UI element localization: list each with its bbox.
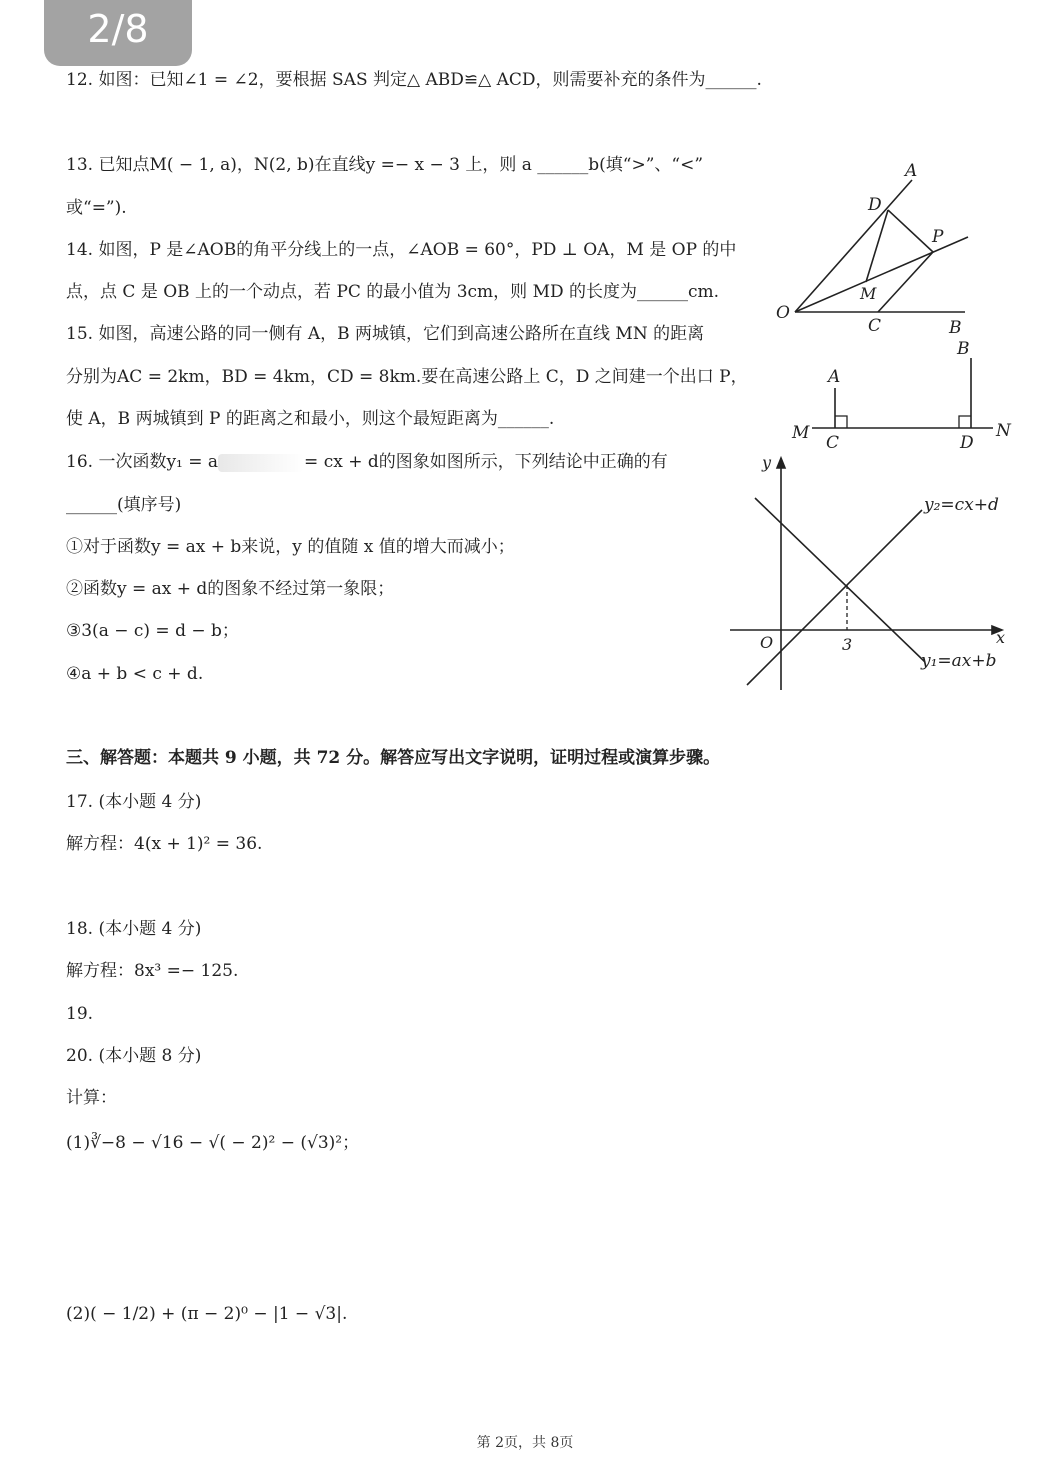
question-14-line2: 点，点 C 是 OB 上的一个动点，若 PC 的最小值为 3cm，则 MD 的长度为______cm. [66, 282, 720, 302]
label-a: A [905, 161, 918, 181]
bisector-op [795, 237, 968, 312]
question-13-line1: 13. 已知点M( − 1, a)，N(2, b)在直线y =− x − 3 上，则 a ______b(填“>”、“<” [66, 155, 704, 175]
question-16-option-2: ②函数y = ax + d的图象不经过第一象限； [66, 579, 395, 599]
ray-oa [795, 180, 912, 312]
label-d: D [868, 195, 882, 215]
y-axis-arrow [777, 458, 785, 468]
label-y2: y₂=cx+d [924, 495, 999, 515]
label-c: C [826, 433, 840, 453]
label-n: N [996, 421, 1011, 441]
page-footer: 第 2页，共 8页 [476, 1435, 574, 1451]
line-y2 [747, 510, 922, 685]
label-b: B [957, 339, 970, 359]
question-16-line1-end: = cx + d的图象如图所示，下列结论中正确的有 [304, 452, 668, 472]
question-18-header: 18. (本小题 4 分) [66, 919, 202, 939]
segment-pd [888, 210, 933, 252]
question-18-body: 解方程：8x³ =− 125. [66, 961, 239, 981]
question-20-header: 20. (本小题 8 分) [66, 1046, 202, 1066]
label-b: B [949, 318, 962, 338]
question-12: 12. 如图：已知∠1 = ∠2，要根据 SAS 判定△ ABD≌△ ACD，则需要补充的条件为______. [66, 70, 762, 90]
figure-angle-bisector [0, 0, 1050, 340]
question-15-line3: 使 A，B 两城镇到 P 的距离之和最小，则这个最短距离为______. [66, 409, 555, 429]
figure-highway [0, 330, 1050, 455]
section-3-heading: 三、解答题：本题共 9 小题，共 72 分。解答应写出文字说明，证明过程或演算步骤。 [66, 748, 721, 768]
question-16-option-1: ①对于函数y = ax + b来说，y 的值随 x 值的增大而减小； [66, 537, 515, 557]
figure-linear-functions [0, 450, 1050, 700]
right-angle-c [835, 416, 847, 428]
label-o: O [776, 303, 790, 323]
segment-dm [866, 210, 888, 282]
question-19-header: 19. [66, 1004, 94, 1024]
label-three: 3 [842, 635, 853, 654]
label-a: A [828, 367, 841, 387]
question-15-line1: 15. 如图，高速公路的同一侧有 A，B 两城镇，它们到高速公路所在直线 MN 的距离 [66, 324, 705, 344]
label-d: D [960, 433, 974, 453]
question-16-option-4: ④a + b < c + d. [66, 664, 204, 684]
label-p: P [932, 227, 944, 247]
question-16-line1-start: 16. 一次函数y₁ = a [66, 452, 219, 472]
label-x-axis: x [996, 628, 1006, 647]
question-13-line2: 或“=”). [66, 198, 127, 218]
label-y-axis: y [762, 453, 772, 472]
question-17-body: 解方程：4(x + 1)² = 36. [66, 834, 263, 854]
question-14-line1: 14. 如图，P 是∠AOB的角平分线上的一点，∠AOB = 60°，PD ⊥ OA，M 是 OP 的中 [66, 240, 737, 260]
question-16-line2: ______(填序号) [66, 495, 182, 515]
question-17-header: 17. (本小题 4 分) [66, 792, 202, 812]
label-m: M [792, 423, 810, 443]
question-20-part-1: (1)∛−8 − √16 − √( − 2)² − (√3)²； [66, 1133, 360, 1153]
question-20-intro: 计算： [66, 1088, 117, 1108]
label-origin: O [760, 633, 774, 652]
label-c: C [868, 316, 882, 336]
question-16-option-3: ③3(a − c) = d − b； [66, 621, 239, 641]
question-15-line2: 分别为AC = 2km，BD = 4km，CD = 8km.要在高速公路上 C，D 之间建一个出口 P， [66, 367, 748, 387]
segment-pc [878, 252, 933, 312]
page-indicator-badge: 2/8 [44, 0, 192, 66]
question-20-part-2: (2)( − 1/2) + (π − 2)⁰ − |1 − √3|. [66, 1304, 348, 1324]
label-y1: y₁=ax+b [921, 651, 997, 671]
right-angle-d [959, 416, 971, 428]
label-m: M [860, 284, 877, 303]
